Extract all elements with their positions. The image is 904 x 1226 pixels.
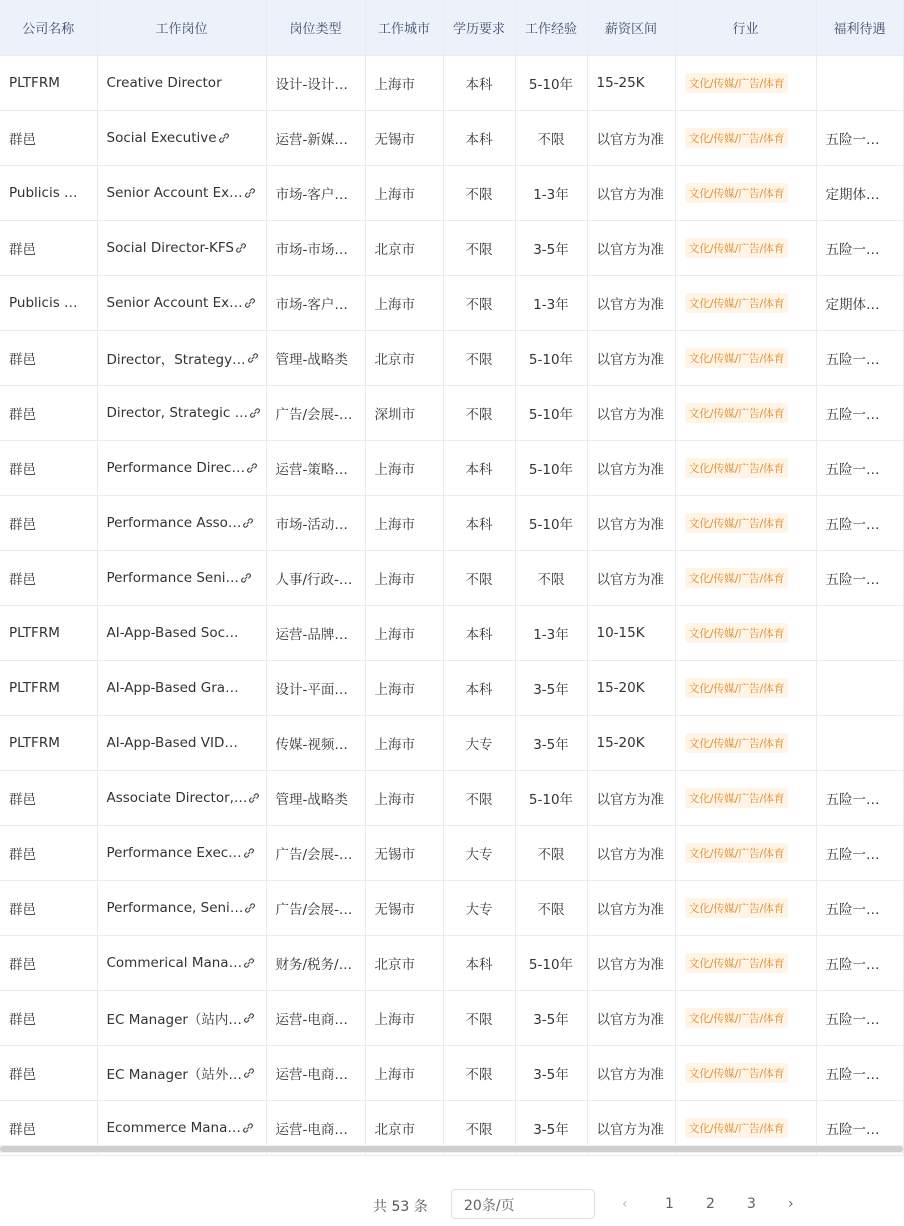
industry-tag: 文化/传媒/广告/体育 [685, 678, 789, 698]
job-type-cell: 广告/会展-… [266, 385, 365, 440]
industry-tag: 文化/传媒/广告/体育 [685, 238, 789, 258]
header-experience: 工作经验 [515, 0, 587, 55]
company-cell: 群邑 [0, 825, 97, 880]
salary-cell: 15-20K [587, 715, 675, 770]
experience-cell: 3-5年 [515, 1045, 587, 1100]
salary-cell: 以官方为准 [587, 935, 675, 990]
link-icon[interactable] [244, 297, 256, 309]
link-icon[interactable] [247, 352, 259, 364]
city-cell: 北京市 [365, 330, 443, 385]
industry-cell [675, 330, 816, 385]
industry-cell [675, 55, 816, 110]
city-cell: 深圳市 [365, 385, 443, 440]
industry-tag: 文化/传媒/广告/体育 [685, 1118, 789, 1138]
link-icon[interactable] [243, 957, 255, 969]
industry-cell [675, 495, 816, 550]
job-title-link[interactable] [107, 1063, 255, 1083]
company-cell: PLTFRM [0, 55, 97, 110]
salary-cell: 15-25K [587, 55, 675, 110]
salary-cell: 15-20K [587, 660, 675, 715]
city-cell: 上海市 [365, 55, 443, 110]
education-cell: 不限 [443, 220, 515, 275]
header-job-type: 岗位类型 [266, 0, 365, 55]
job-type-cell: 市场-市场… [266, 220, 365, 275]
industry-cell [675, 605, 816, 660]
industry-tag: 文化/传媒/广告/体育 [685, 733, 789, 753]
job-title-text: Director，Strategy… [106, 351, 246, 368]
education-cell: 本科 [443, 110, 515, 165]
education-cell: 不限 [443, 275, 515, 330]
education-cell: 不限 [443, 330, 515, 385]
table-row[interactable] [0, 220, 903, 275]
job-title-cell[interactable] [97, 880, 266, 935]
salary-cell: 以官方为准 [587, 440, 675, 495]
table-row[interactable] [0, 495, 903, 550]
education-cell: 本科 [443, 660, 515, 715]
benefits-cell: 五险一… [816, 550, 903, 605]
benefits-cell [816, 605, 903, 660]
job-title-link [107, 680, 239, 696]
page-2-button[interactable]: 2 [706, 1196, 715, 1212]
industry-tag: 文化/传媒/广告/体育 [685, 73, 789, 93]
header-education: 学历要求 [443, 0, 515, 55]
job-title-cell[interactable] [97, 385, 266, 440]
job-title-link[interactable] [107, 900, 257, 916]
salary-cell: 以官方为准 [587, 990, 675, 1045]
link-icon[interactable] [243, 1012, 255, 1024]
industry-cell [675, 440, 816, 495]
experience-cell: 不限 [515, 110, 587, 165]
table-header [0, 0, 903, 55]
company-cell: Publicis … [0, 165, 97, 220]
job-title-text: Social Director-KFS [106, 239, 235, 256]
company-cell: PLTFRM [0, 715, 97, 770]
industry-cell [675, 275, 816, 330]
job-title-cell [97, 715, 266, 770]
industry-cell [675, 110, 816, 165]
job-type-cell: 运营-策略… [266, 440, 365, 495]
education-cell: 不限 [443, 990, 515, 1045]
benefits-cell: 五险一… [816, 440, 903, 495]
industry-tag: 文化/传媒/广告/体育 [685, 1063, 789, 1083]
city-cell: 无锡市 [365, 110, 443, 165]
city-cell: 无锡市 [365, 825, 443, 880]
education-cell: 本科 [443, 935, 515, 990]
company-cell: PLTFRM [0, 605, 97, 660]
education-cell: 本科 [443, 495, 515, 550]
salary-cell: 以官方为准 [587, 385, 675, 440]
education-cell: 本科 [443, 440, 515, 495]
job-type-cell: 广告/会展-… [266, 825, 365, 880]
salary-cell: 10-15K [587, 605, 675, 660]
job-title-link[interactable] [107, 790, 257, 806]
benefits-cell: 五险一… [816, 770, 903, 825]
experience-cell: 3-5年 [515, 990, 587, 1045]
job-title-link[interactable] [107, 460, 257, 476]
table-row[interactable] [0, 385, 903, 440]
salary-cell: 以官方为准 [587, 880, 675, 935]
salary-cell: 以官方为准 [587, 1045, 675, 1100]
job-title-text: AI-App-Based Soc… [106, 624, 239, 641]
industry-cell [675, 935, 816, 990]
city-cell: 上海市 [365, 165, 443, 220]
benefits-cell: 定期体… [816, 165, 903, 220]
table-row[interactable] [0, 550, 903, 605]
industry-tag: 文化/传媒/广告/体育 [685, 568, 789, 588]
company-cell: Publicis … [0, 275, 97, 330]
job-type-cell: 运营-电商… [266, 1045, 365, 1100]
company-cell: 群邑 [0, 1045, 97, 1100]
job-title-link [107, 735, 238, 751]
city-cell: 上海市 [365, 495, 443, 550]
job-title-cell [97, 660, 266, 715]
industry-tag: 文化/传媒/广告/体育 [685, 128, 789, 148]
benefits-cell: 五险一… [816, 880, 903, 935]
industry-tag: 文化/传媒/广告/体育 [685, 1008, 789, 1028]
industry-cell [675, 220, 816, 275]
city-cell: 上海市 [365, 715, 443, 770]
job-type-cell: 设计-平面… [266, 660, 365, 715]
job-title-text: AI-App-Based VID… [106, 734, 238, 751]
city-cell: 北京市 [365, 935, 443, 990]
link-icon[interactable] [218, 132, 230, 144]
company-cell: PLTFRM [0, 660, 97, 715]
job-type-cell: 运营-电商… [266, 1100, 365, 1155]
industry-tag: 文化/传媒/广告/体育 [685, 843, 789, 863]
industry-cell [675, 770, 816, 825]
benefits-cell: 五险一… [816, 220, 903, 275]
header-city: 工作城市 [365, 0, 443, 55]
benefits-cell: 五险一… [816, 110, 903, 165]
experience-cell: 5-10年 [515, 385, 587, 440]
table-row[interactable] [0, 55, 903, 110]
job-title-link [107, 75, 222, 91]
link-icon[interactable] [249, 407, 261, 419]
industry-cell [675, 660, 816, 715]
job-title-link[interactable] [107, 515, 255, 531]
benefits-cell: 五险一… [816, 825, 903, 880]
company-cell: 群邑 [0, 770, 97, 825]
experience-cell: 5-10年 [515, 440, 587, 495]
job-title-link[interactable] [107, 348, 257, 368]
city-cell: 上海市 [365, 550, 443, 605]
job-title-link[interactable] [107, 295, 256, 311]
job-title-text: Social Executive [106, 129, 217, 146]
industry-tag: 文化/传媒/广告/体育 [685, 898, 789, 918]
experience-cell: 5-10年 [515, 495, 587, 550]
company-cell: 群邑 [0, 1100, 97, 1155]
prev-page-button[interactable]: ‹ [622, 1196, 628, 1212]
link-icon[interactable] [243, 847, 255, 859]
company-cell: 群邑 [0, 220, 97, 275]
company-cell: 群邑 [0, 880, 97, 935]
job-title-text: Associate Director,… [106, 789, 248, 806]
city-cell: 上海市 [365, 1045, 443, 1100]
link-icon[interactable] [242, 517, 254, 529]
benefits-cell: 定期体… [816, 275, 903, 330]
benefits-cell [816, 55, 903, 110]
experience-cell: 3-5年 [515, 220, 587, 275]
job-title-cell[interactable] [97, 440, 266, 495]
link-icon[interactable] [240, 572, 252, 584]
salary-cell: 以官方为准 [587, 275, 675, 330]
job-title-text: Performance Seni… [106, 569, 240, 586]
industry-cell [675, 550, 816, 605]
job-title-text: Performance Direc… [106, 459, 245, 476]
city-cell: 上海市 [365, 605, 443, 660]
industry-tag: 文化/传媒/广告/体育 [685, 623, 789, 643]
industry-cell [675, 385, 816, 440]
job-title-cell[interactable] [97, 770, 266, 825]
industry-tag: 文化/传媒/广告/体育 [685, 788, 789, 808]
salary-cell: 以官方为准 [587, 110, 675, 165]
industry-tag: 文化/传媒/广告/体育 [685, 348, 789, 368]
city-cell: 上海市 [365, 660, 443, 715]
salary-cell: 以官方为准 [587, 330, 675, 385]
job-title-cell [97, 605, 266, 660]
job-title-text: Senior Account Ex… [106, 294, 243, 311]
benefits-cell [816, 715, 903, 770]
benefits-cell: 五险一… [816, 990, 903, 1045]
table-row[interactable] [0, 770, 903, 825]
salary-cell: 以官方为准 [587, 220, 675, 275]
job-title-cell[interactable] [97, 1045, 266, 1100]
experience-cell: 5-10年 [515, 770, 587, 825]
horizontal-scrollbar[interactable] [0, 1145, 903, 1153]
experience-cell: 3-5年 [515, 715, 587, 770]
table-row[interactable] [0, 880, 903, 935]
table-row[interactable] [0, 715, 903, 770]
experience-cell: 5-10年 [515, 935, 587, 990]
job-title-text: Commerical Mana… [106, 954, 243, 971]
header-row [0, 0, 903, 55]
industry-tag: 文化/传媒/广告/体育 [685, 183, 789, 203]
job-type-cell: 设计-设计… [266, 55, 365, 110]
job-title-cell[interactable] [97, 330, 266, 385]
job-title-link[interactable] [107, 570, 253, 586]
industry-cell [675, 165, 816, 220]
experience-cell: 1-3年 [515, 275, 587, 330]
company-cell: 群邑 [0, 935, 97, 990]
industry-cell [675, 715, 816, 770]
job-type-cell: 管理-战略类 [266, 330, 365, 385]
education-cell: 大专 [443, 715, 515, 770]
industry-cell [675, 1045, 816, 1100]
header-job: 工作岗位 [97, 0, 266, 55]
industry-cell [675, 825, 816, 880]
experience-cell: 3-5年 [515, 660, 587, 715]
pagination [0, 1186, 903, 1226]
salary-cell: 以官方为准 [587, 165, 675, 220]
company-cell: 群邑 [0, 110, 97, 165]
experience-cell: 5-10年 [515, 55, 587, 110]
table-row[interactable] [0, 275, 903, 330]
salary-cell: 以官方为准 [587, 495, 675, 550]
job-title-link[interactable] [107, 185, 256, 201]
experience-cell: 1-3年 [515, 165, 587, 220]
company-cell: 群邑 [0, 495, 97, 550]
table-row[interactable] [0, 660, 903, 715]
education-cell: 不限 [443, 770, 515, 825]
job-title-link[interactable] [107, 845, 255, 861]
job-type-cell: 运营-品牌… [266, 605, 365, 660]
table-row[interactable] [0, 110, 903, 165]
table-row[interactable] [0, 330, 903, 385]
company-cell: 群邑 [0, 550, 97, 605]
link-icon[interactable] [244, 902, 256, 914]
industry-cell [675, 990, 816, 1045]
experience-cell: 不限 [515, 550, 587, 605]
job-title-cell[interactable] [97, 550, 266, 605]
company-cell: 群邑 [0, 440, 97, 495]
experience-cell: 不限 [515, 880, 587, 935]
table-row[interactable] [0, 935, 903, 990]
table-row[interactable] [0, 165, 903, 220]
education-cell: 不限 [443, 165, 515, 220]
table-row[interactable] [0, 1045, 903, 1100]
job-title-link [107, 625, 239, 641]
job-type-cell: 广告/会展-… [266, 880, 365, 935]
benefits-cell: 五险一… [816, 935, 903, 990]
education-cell: 不限 [443, 1045, 515, 1100]
job-title-link[interactable] [107, 955, 256, 971]
benefits-cell: 五险一… [816, 495, 903, 550]
job-title-cell[interactable] [97, 165, 266, 220]
job-title-link[interactable] [107, 1120, 254, 1136]
industry-tag: 文化/传媒/广告/体育 [685, 403, 789, 423]
job-title-cell[interactable] [97, 220, 266, 275]
job-type-cell: 传媒-视频… [266, 715, 365, 770]
link-icon[interactable] [246, 462, 258, 474]
industry-tag: 文化/传媒/广告/体育 [685, 513, 789, 533]
experience-cell: 5-10年 [515, 330, 587, 385]
education-cell: 本科 [443, 605, 515, 660]
salary-cell: 以官方为准 [587, 550, 675, 605]
table-row[interactable] [0, 605, 903, 660]
education-cell: 大专 [443, 880, 515, 935]
page-3-button[interactable]: 3 [747, 1196, 756, 1212]
industry-tag: 文化/传媒/广告/体育 [685, 953, 789, 973]
job-title-text: Senior Account Ex… [106, 184, 243, 201]
next-page-button[interactable]: › [788, 1196, 794, 1212]
job-title-text: Performance Asso… [106, 514, 242, 531]
job-type-cell: 管理-战略类 [266, 770, 365, 825]
job-title-text: Director, Strategic … [106, 404, 249, 421]
city-cell: 北京市 [365, 220, 443, 275]
benefits-cell: 五险一… [816, 1100, 903, 1155]
city-cell: 上海市 [365, 275, 443, 330]
industry-tag: 文化/传媒/广告/体育 [685, 293, 789, 313]
job-title-text: Ecommerce Mana… [106, 1119, 241, 1136]
header-company: 公司名称 [0, 0, 97, 55]
job-type-cell: 人事/行政-… [266, 550, 365, 605]
company-cell: 群邑 [0, 385, 97, 440]
experience-cell: 不限 [515, 825, 587, 880]
job-title-cell[interactable] [97, 935, 266, 990]
page-size-select[interactable]: 20条/页 [451, 1189, 595, 1219]
header-industry: 行业 [675, 0, 816, 55]
job-type-cell: 市场-客户… [266, 165, 365, 220]
benefits-cell: 五险一… [816, 330, 903, 385]
link-icon[interactable] [243, 1067, 255, 1079]
job-title-link[interactable] [107, 130, 230, 146]
benefits-cell: 五险一… [816, 385, 903, 440]
job-title-cell [97, 55, 266, 110]
salary-cell: 以官方为准 [587, 1100, 675, 1155]
job-type-cell: 运营-新媒… [266, 110, 365, 165]
table-row[interactable] [0, 440, 903, 495]
job-title-link[interactable] [107, 405, 257, 421]
job-type-cell: 财务/税务/… [266, 935, 365, 990]
industry-tag: 文化/传媒/广告/体育 [685, 458, 789, 478]
city-cell: 上海市 [365, 770, 443, 825]
page-1-button[interactable]: 1 [665, 1196, 674, 1212]
job-title-text: EC Manager（站外… [106, 1066, 242, 1083]
benefits-cell [816, 660, 903, 715]
benefits-cell: 五险一… [816, 1045, 903, 1100]
education-cell: 不限 [443, 1100, 515, 1155]
job-title-cell[interactable] [97, 495, 266, 550]
link-icon[interactable] [242, 1122, 254, 1134]
job-title-text: Performance Exec… [106, 844, 242, 861]
city-cell: 上海市 [365, 440, 443, 495]
link-icon[interactable] [248, 792, 260, 804]
table-row[interactable] [0, 825, 903, 880]
salary-cell: 以官方为准 [587, 825, 675, 880]
city-cell: 上海市 [365, 990, 443, 1045]
pagination-total: 共 53 条 [373, 1199, 428, 1215]
city-cell: 北京市 [365, 1100, 443, 1155]
header-benefits: 福利待遇 [816, 0, 903, 55]
job-type-cell: 运营-电商… [266, 990, 365, 1045]
education-cell: 本科 [443, 55, 515, 110]
link-icon[interactable] [244, 187, 256, 199]
industry-cell [675, 880, 816, 935]
job-title-text: Performance, Seni… [106, 899, 244, 916]
table-row[interactable] [0, 990, 903, 1045]
job-title-text: AI-App-Based Gra… [106, 679, 239, 696]
job-title-cell[interactable] [97, 275, 266, 330]
job-title-cell[interactable] [97, 990, 266, 1045]
job-title-text: EC Manager（站内… [106, 1011, 242, 1028]
education-cell: 不限 [443, 385, 515, 440]
scrollbar-thumb[interactable] [0, 1146, 903, 1152]
salary-cell: 以官方为准 [587, 770, 675, 825]
job-type-cell: 市场-客户… [266, 275, 365, 330]
job-title-cell[interactable] [97, 825, 266, 880]
link-icon[interactable] [235, 242, 247, 254]
job-title-link[interactable] [107, 1008, 255, 1028]
company-cell: 群邑 [0, 990, 97, 1045]
job-title-cell[interactable] [97, 110, 266, 165]
job-title-link[interactable] [107, 240, 248, 256]
experience-cell: 1-3年 [515, 605, 587, 660]
table-body [0, 55, 903, 1155]
job-title-text: Creative Director [106, 74, 222, 91]
city-cell: 无锡市 [365, 880, 443, 935]
job-type-cell: 市场-活动… [266, 495, 365, 550]
experience-cell: 3-5年 [515, 1100, 587, 1155]
education-cell: 大专 [443, 825, 515, 880]
header-salary: 薪资区间 [587, 0, 675, 55]
education-cell: 不限 [443, 550, 515, 605]
company-cell: 群邑 [0, 330, 97, 385]
